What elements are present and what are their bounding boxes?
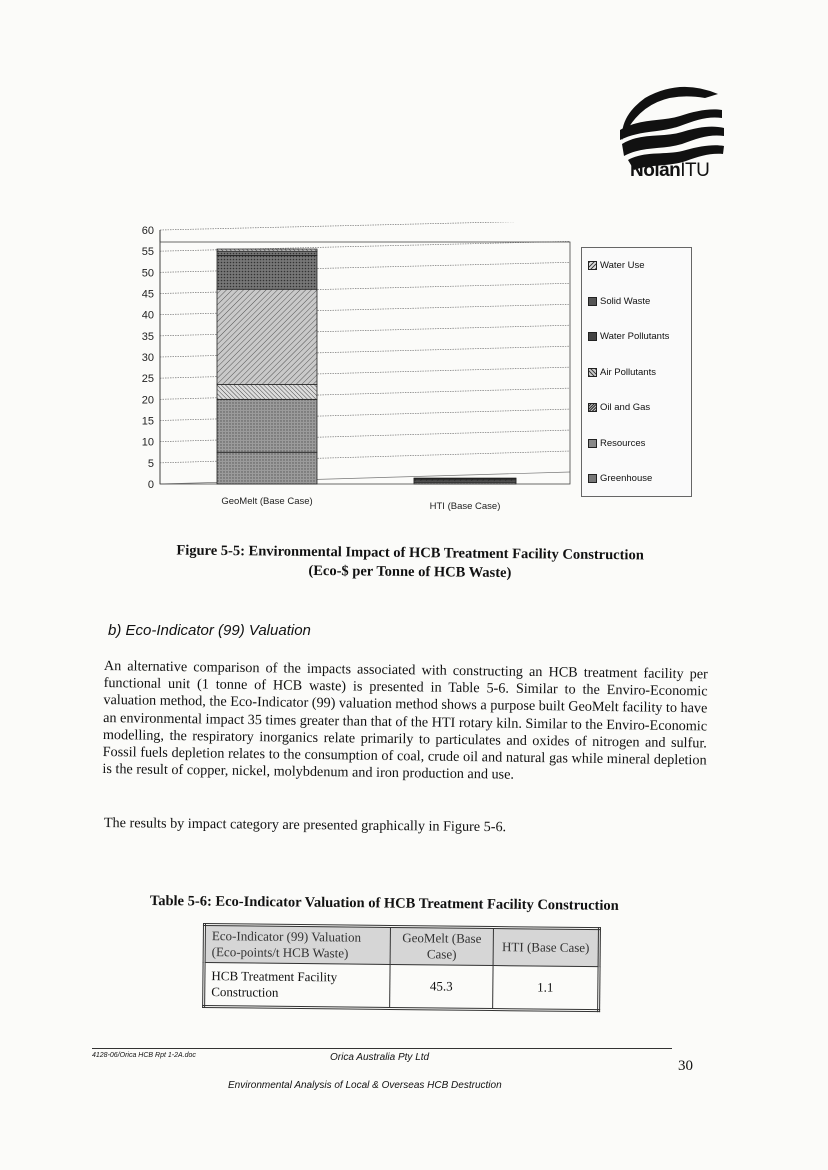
legend-swatch bbox=[588, 474, 597, 483]
y-tick-label: 25 bbox=[141, 373, 154, 386]
page-number: 30 bbox=[678, 1058, 693, 1074]
legend-swatch bbox=[588, 403, 597, 412]
legend-item bbox=[588, 367, 656, 378]
header-geomelt: GeoMelt (Base Case) bbox=[390, 926, 493, 965]
x-category-label: HTI (Base Case) bbox=[429, 501, 501, 512]
x-category-label: GeoMelt (Base Case) bbox=[221, 496, 313, 507]
chart-legend bbox=[581, 247, 692, 497]
y-tick-label: 10 bbox=[141, 436, 154, 449]
legend-item bbox=[588, 331, 669, 342]
legend-item bbox=[588, 402, 650, 413]
logo-wordmark: NolanITU bbox=[630, 160, 710, 181]
legend-label: Resources bbox=[600, 437, 646, 449]
legend-label: Oil and Gas bbox=[600, 402, 651, 413]
y-tick-label: 5 bbox=[147, 457, 154, 470]
section-heading: b) Eco-Indicator (99) Valuation bbox=[108, 622, 311, 639]
footer-company: Orica Australia Pty Ltd bbox=[330, 1052, 430, 1063]
table-caption: Table 5-6: Eco-Indicator Valuation of HCB Treatment Facility Construction bbox=[149, 893, 619, 914]
legend-item bbox=[588, 473, 652, 484]
body-paragraph-1: An alternative comparison of the impacts associated with constructing an HCB treatment facility per functional unit (1 tonne of HCB waste) is presented in Table 5-6. Similar to the Enviro-Economic valuation method, the Eco-Indicator (99) valuation method shows a purpose built GeoMelt facility to have an environmental impact 35 times greater than that of the HTI rotary kiln. Similar to the Enviro-Economic modelling, the respiratory inorganics relate primarily to particulates and oxides of nitrogen and sulfur. Fossil fuels depletion relates to the consumption of coal, crude oil and natural gas while mineral depletion is the result of copper, nickel, molybdenum and iron production and use. bbox=[102, 658, 708, 783]
eco-indicator-table bbox=[202, 923, 601, 1012]
row-hti-value: 1.1 bbox=[493, 966, 599, 1011]
legend-item bbox=[588, 438, 645, 449]
y-tick-label: 20 bbox=[141, 394, 154, 407]
legend-label: Air Pollutants bbox=[600, 366, 656, 378]
bar-segment-solid-waste bbox=[217, 251, 317, 255]
gridline bbox=[160, 222, 570, 230]
legend-swatch bbox=[588, 439, 597, 448]
figure-caption bbox=[130, 541, 690, 585]
bar-segment-water-use bbox=[217, 249, 317, 251]
legend-label: Water Use bbox=[600, 260, 645, 271]
environmental-impact-chart bbox=[130, 222, 580, 522]
legend-label: Water Pollutants bbox=[600, 331, 670, 342]
legend-item bbox=[588, 296, 650, 307]
y-tick-label: 50 bbox=[141, 267, 154, 280]
bar-segment-air-pollutants bbox=[217, 289, 317, 384]
header-valuation: Eco-Indicator (99) Valuation (Eco-points/t HCB Waste) bbox=[204, 925, 390, 965]
y-tick-label: 15 bbox=[141, 415, 154, 428]
row-label: HCB Treatment Facility Construction bbox=[204, 963, 390, 1009]
bar-segment-greenhouse bbox=[217, 452, 317, 484]
legend-label: Greenhouse bbox=[600, 473, 653, 484]
row-geomelt-value: 45.3 bbox=[390, 964, 493, 1009]
legend-swatch bbox=[588, 297, 597, 306]
bar-segment-oil-and-gas bbox=[217, 385, 317, 400]
legend-item bbox=[588, 260, 645, 271]
table-row bbox=[204, 963, 599, 1011]
table-header-row bbox=[204, 925, 599, 967]
body-paragraph-2: The results by impact category are presented graphically in Figure 5-6. bbox=[103, 815, 507, 836]
footer-rule bbox=[92, 1048, 672, 1049]
bar-segment-water-pollutants bbox=[217, 255, 317, 289]
footer-doc-ref: 4128-06/Orica HCB Rpt 1-2A.doc bbox=[92, 1052, 196, 1059]
legend-label: Solid Waste bbox=[600, 295, 651, 307]
bar-segment-water-use bbox=[414, 478, 516, 479]
figure-caption-line2: (Eco-$ per Tonne of HCB Waste) bbox=[308, 562, 512, 582]
y-tick-label: 40 bbox=[141, 309, 154, 322]
legend-swatch bbox=[588, 332, 597, 341]
header-hti: HTI (Base Case) bbox=[493, 928, 599, 967]
y-tick-label: 0 bbox=[147, 479, 154, 491]
y-tick-label: 35 bbox=[141, 330, 154, 343]
figure-caption-line1: Figure 5-5: Environmental Impact of HCB Treatment Facility Construction bbox=[176, 542, 644, 564]
y-tick-label: 60 bbox=[141, 225, 154, 237]
y-tick-label: 45 bbox=[141, 288, 154, 301]
footer-report-title: Environmental Analysis of Local & Overseas HCB Destruction bbox=[228, 1080, 502, 1091]
legend-swatch bbox=[588, 261, 597, 270]
legend-swatch bbox=[588, 368, 597, 377]
bar-segment-resources bbox=[217, 399, 317, 452]
y-tick-label: 30 bbox=[141, 352, 154, 364]
y-tick-label: 55 bbox=[141, 246, 154, 259]
